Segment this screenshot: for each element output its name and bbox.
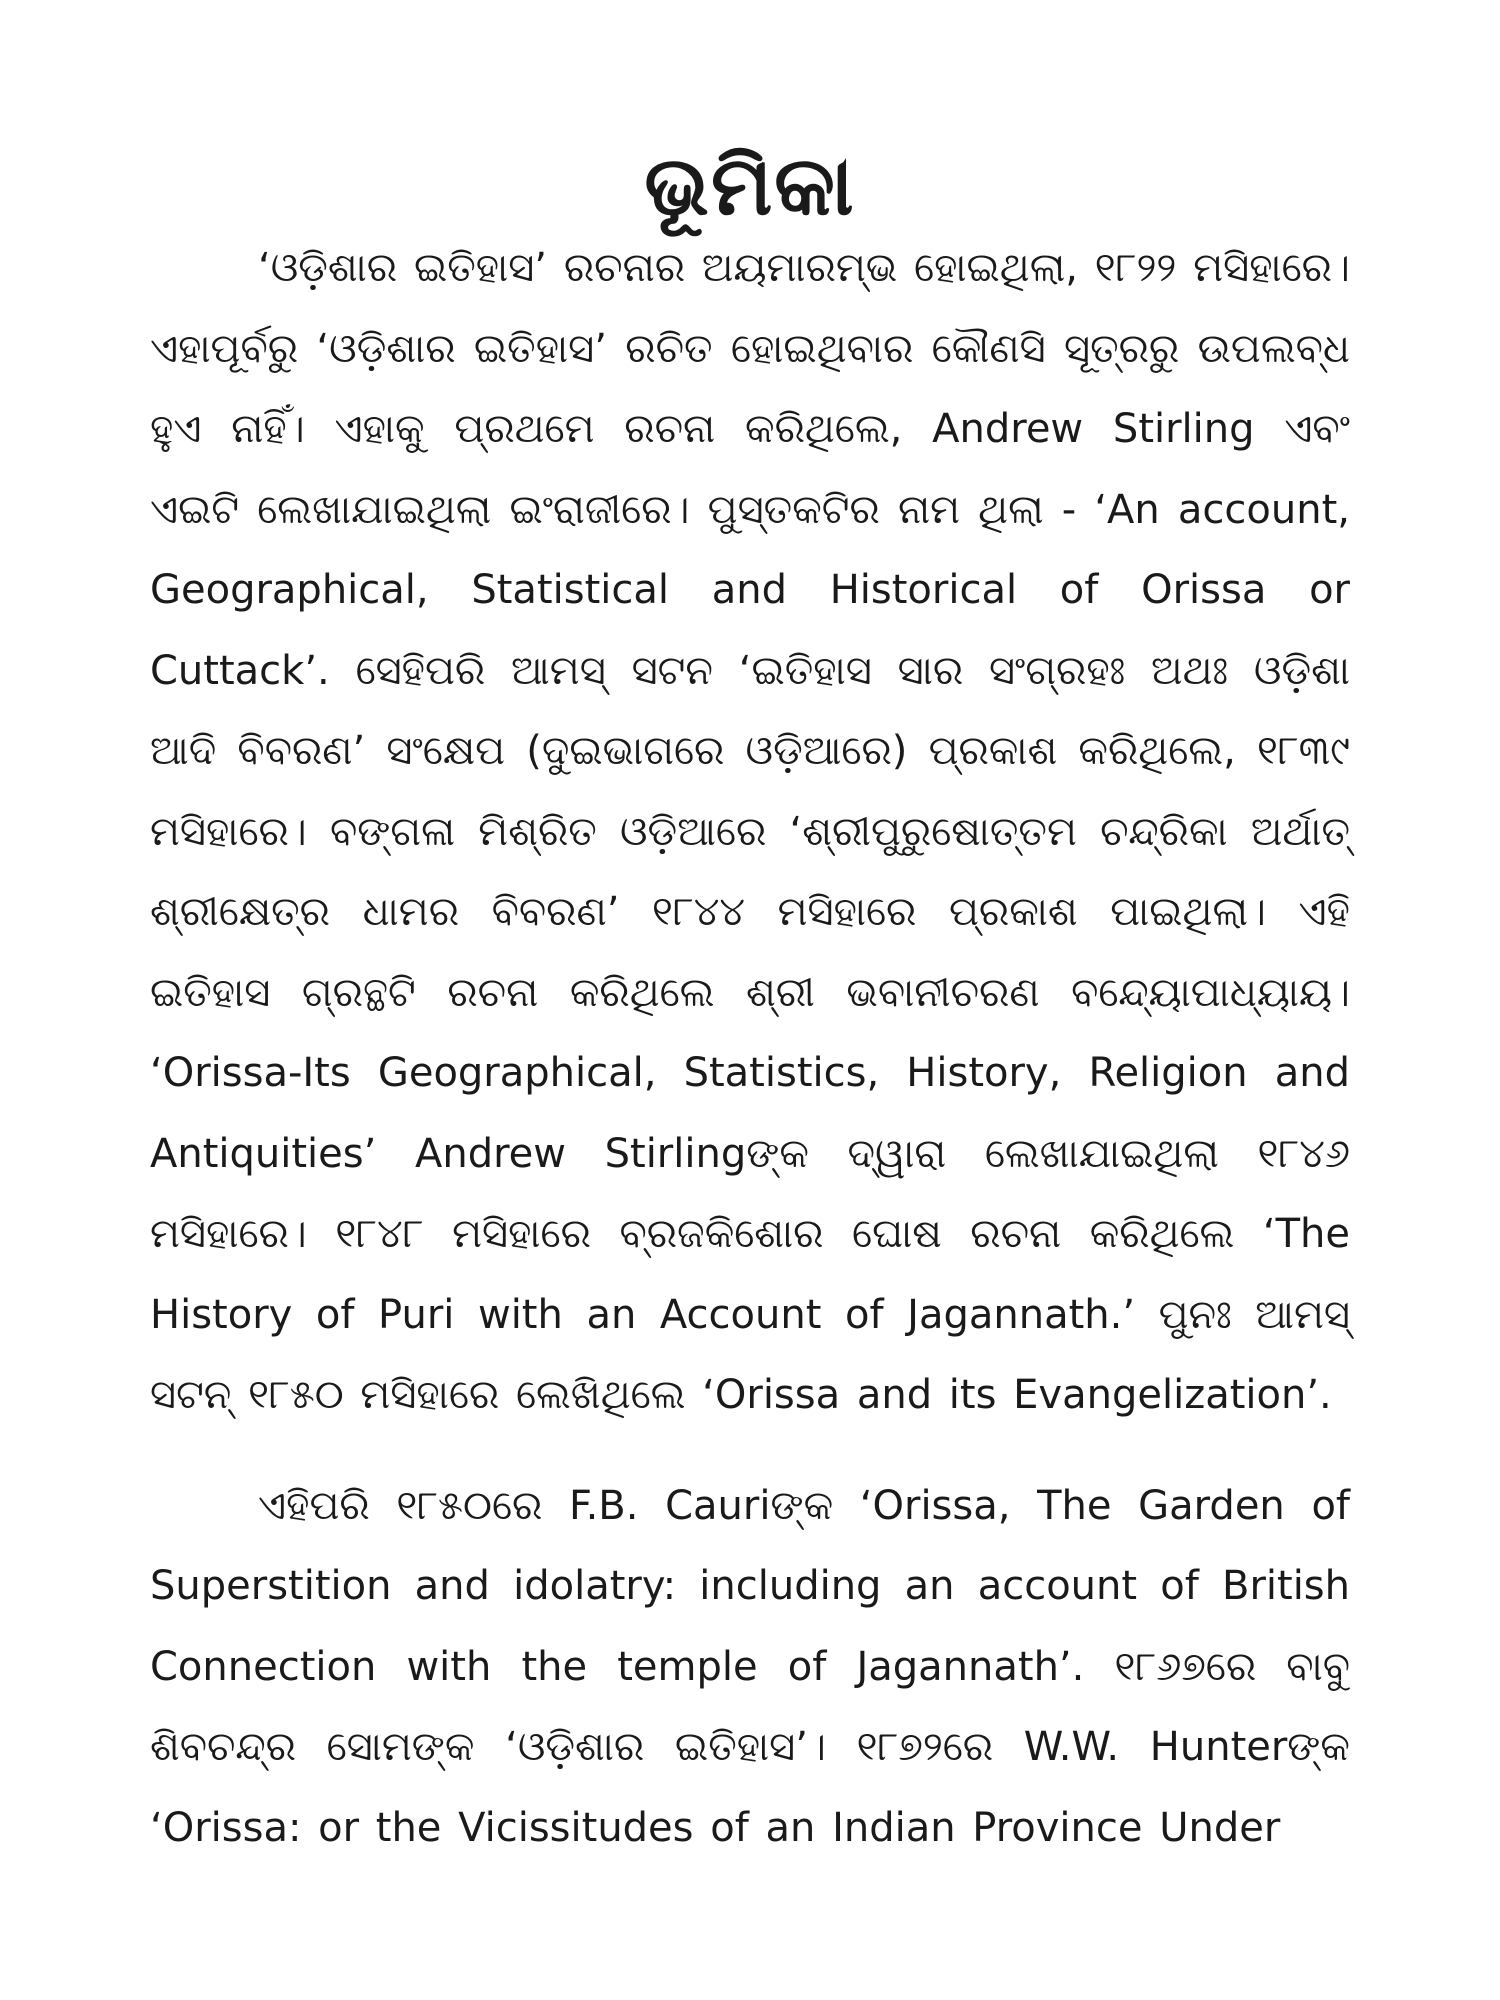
paragraph-1: ‘ଓଡ଼ିଶାର ଇତିହାସ’ ରଚନାର ଅୟମାରମ୍ଭ ହୋଇଥିଲା, ୧୮୨୨ ମସିହାରେ। ଏହାପୂର୍ବରୁ ‘ଓଡ଼ିଶାର ଇତିହାସ’ ରଚିତ ହୋଇଥିବାର କୌଣସି ସୂତ୍ରରୁ ଉପଲବ୍ଧ ହୁଏ ନାହିଁ। ଏହାକୁ ପ୍ରଥମେ ରଚନା କରିଥିଲେ, Andrew Stirling ଏବଂ ଏଇଟି ଲେଖାଯାଇଥିଲା ଇଂରାଜୀରେ। ପୁସ୍ତକଟିର ନାମ ଥିଲା - ‘An account, Geographical, Statistical and Historical of Orissa or Cuttack’. ସେହିପରି ଆମସ୍ ସଟନ ‘ଇତିହାସ ସାର ସଂଗ୍ରହଃ ଅଥଃ ଓଡ଼ିଶା ଆଦି ବିବରଣ’ ସଂକ୍ଷେପ (ଦୁଇଭାଗରେ ଓଡ଼ିଆରେ) ପ୍ରକାଶ କରିଥିଲେ, ୧୮୩୯ ମସିହାରେ। ବଙ୍ଗଳା ମିଶ୍ରିତ ଓଡ଼ିଆରେ ‘ଶ୍ରୀପୁରୁଷୋତ୍ତମ ଚନ୍ଦ୍ରିକା ଅର୍ଥାତ୍ ଶ୍ରୀକ୍ଷେତ୍ର ଧାମର ବିବରଣ’ ୧୮୪୪ ମସିହାରେ ପ୍ରକାଶ ପାଇଥିଲା। ଏହି ଇତିହାସ ଗ୍ରନ୍ଥଟି ରଚନା କରିଥିଲେ ଶ୍ରୀ ଭବାନୀଚରଣ ବନ୍ଦ୍ୟୋପାଧ୍ୟାୟ। ‘Orissa-Its Geographical, Statistics, History, Religion and Antiquities’ Andrew Stirlingଙ୍କ ଦ୍ୱାରା ଲେଖାଯାଇଥିଲା ୧୮୪୬ ମସିହାରେ। ୧୮୪୮ ମସିହାରେ ବ୍ରଜକିଶୋର ଘୋଷ ରଚନା କରିଥିଲେ ‘The History of Puri with an Account of Jagannath.’ ପୁନଃ ଆମସ୍ ସଟନ୍ ୧୮୫୦ ମସିହାରେ ଲେଖିଥିଲେ ‘Orissa and its Evangelization’.	[150, 245, 1350, 1418]
page-title: ଭୂମିକା	[644, 138, 856, 234]
paragraph-2: ଏହିପରି ୧୮୫୦ରେ F.B. Cauriଙ୍କ ‘Orissa, The Garden of Superstition and idolatry: including an account of British Connection with the temple of Jagannath’. ୧୮୬୭ରେ ବାବୁ ଶିବଚନ୍ଦ୍ର ସୋମଙ୍କ ‘ଓଡ଼ିଶାର ଇତିହାସ’। ୧୮୭୨ରେ W.W. Hunterଙ୍କ ‘Orissa: or the Vicissitudes of an Indian Province Under	[150, 1482, 1350, 1851]
body-text	[150, 228, 1350, 1868]
